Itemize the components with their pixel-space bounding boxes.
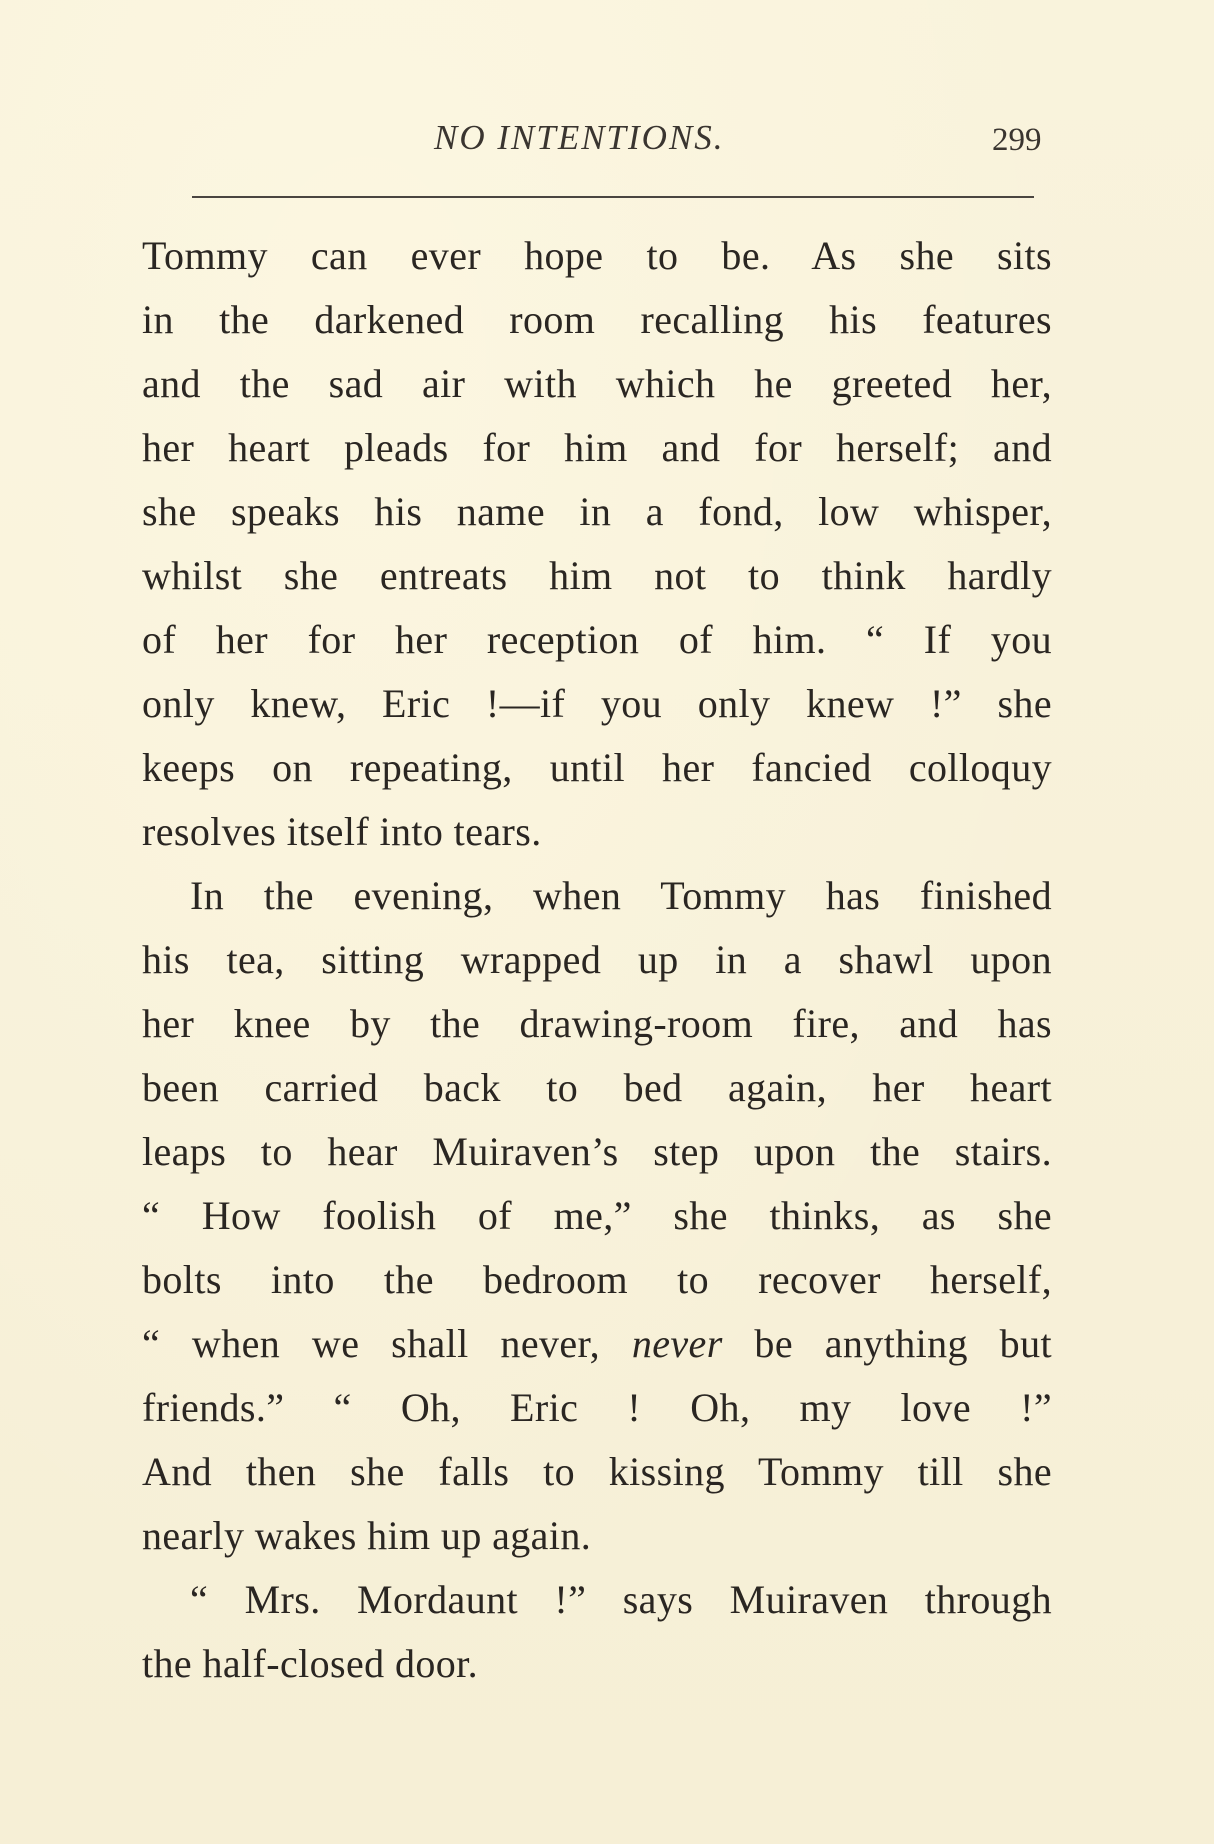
text-line: his tea, sitting wrapped up in a shawl upon <box>142 937 1052 982</box>
text-line: “ How foolish of me,” she thinks, as she <box>142 1193 1052 1238</box>
text-line: her knee by the drawing-room fire, and has <box>142 1001 1052 1046</box>
paragraph-start-line: In the evening, when Tommy has finished <box>190 873 1052 918</box>
page-number: 299 <box>992 122 1042 158</box>
text-line: only knew, Eric !—if you only knew !” she <box>142 681 1052 726</box>
paragraph-start-line: “ Mrs. Mordaunt !” says Muiraven through <box>190 1577 1052 1622</box>
text-line: been carried back to bed again, her heart <box>142 1065 1052 1110</box>
text-line: friends.” “ Oh, Eric ! Oh, my love !” <box>142 1385 1052 1430</box>
italic-emphasis: never <box>631 1321 723 1366</box>
text-line: of her for her reception of him. “ If you <box>142 617 1052 662</box>
text-line: whilst she entreats him not to think hardly <box>142 553 1052 598</box>
text-line-with-italic <box>142 1312 1052 1376</box>
text-line: she speaks his name in a fond, low whisper, <box>142 489 1052 534</box>
text-line: And then she falls to kissing Tommy till she <box>142 1449 1052 1494</box>
text-line: leaps to hear Muiraven’s step upon the stairs. <box>142 1129 1052 1174</box>
line-text: be anything but <box>722 1321 1052 1366</box>
paragraph-end-line: nearly wakes him up again. <box>142 1513 592 1558</box>
text-line: bolts into the bedroom to recover herself, <box>142 1257 1052 1302</box>
text-line: her heart pleads for him and for herself; and <box>142 425 1052 470</box>
text-line: in the darkened room recalling his features <box>142 297 1052 342</box>
body-text <box>142 224 1052 1696</box>
text-line: Tommy can ever hope to be. As she sits <box>142 233 1052 278</box>
paragraph-end-line: resolves itself into tears. <box>142 809 542 854</box>
text-line: and the sad air with which he greeted her, <box>142 361 1052 406</box>
paragraph-end-line: the half-closed door. <box>142 1641 479 1686</box>
running-title: NO INTENTIONS. <box>434 118 725 157</box>
line-text: “ when we shall never, <box>142 1321 632 1366</box>
running-head <box>0 118 1214 168</box>
text-line: keeps on repeating, until her fancied colloquy <box>142 745 1052 790</box>
header-rule <box>192 196 1034 198</box>
